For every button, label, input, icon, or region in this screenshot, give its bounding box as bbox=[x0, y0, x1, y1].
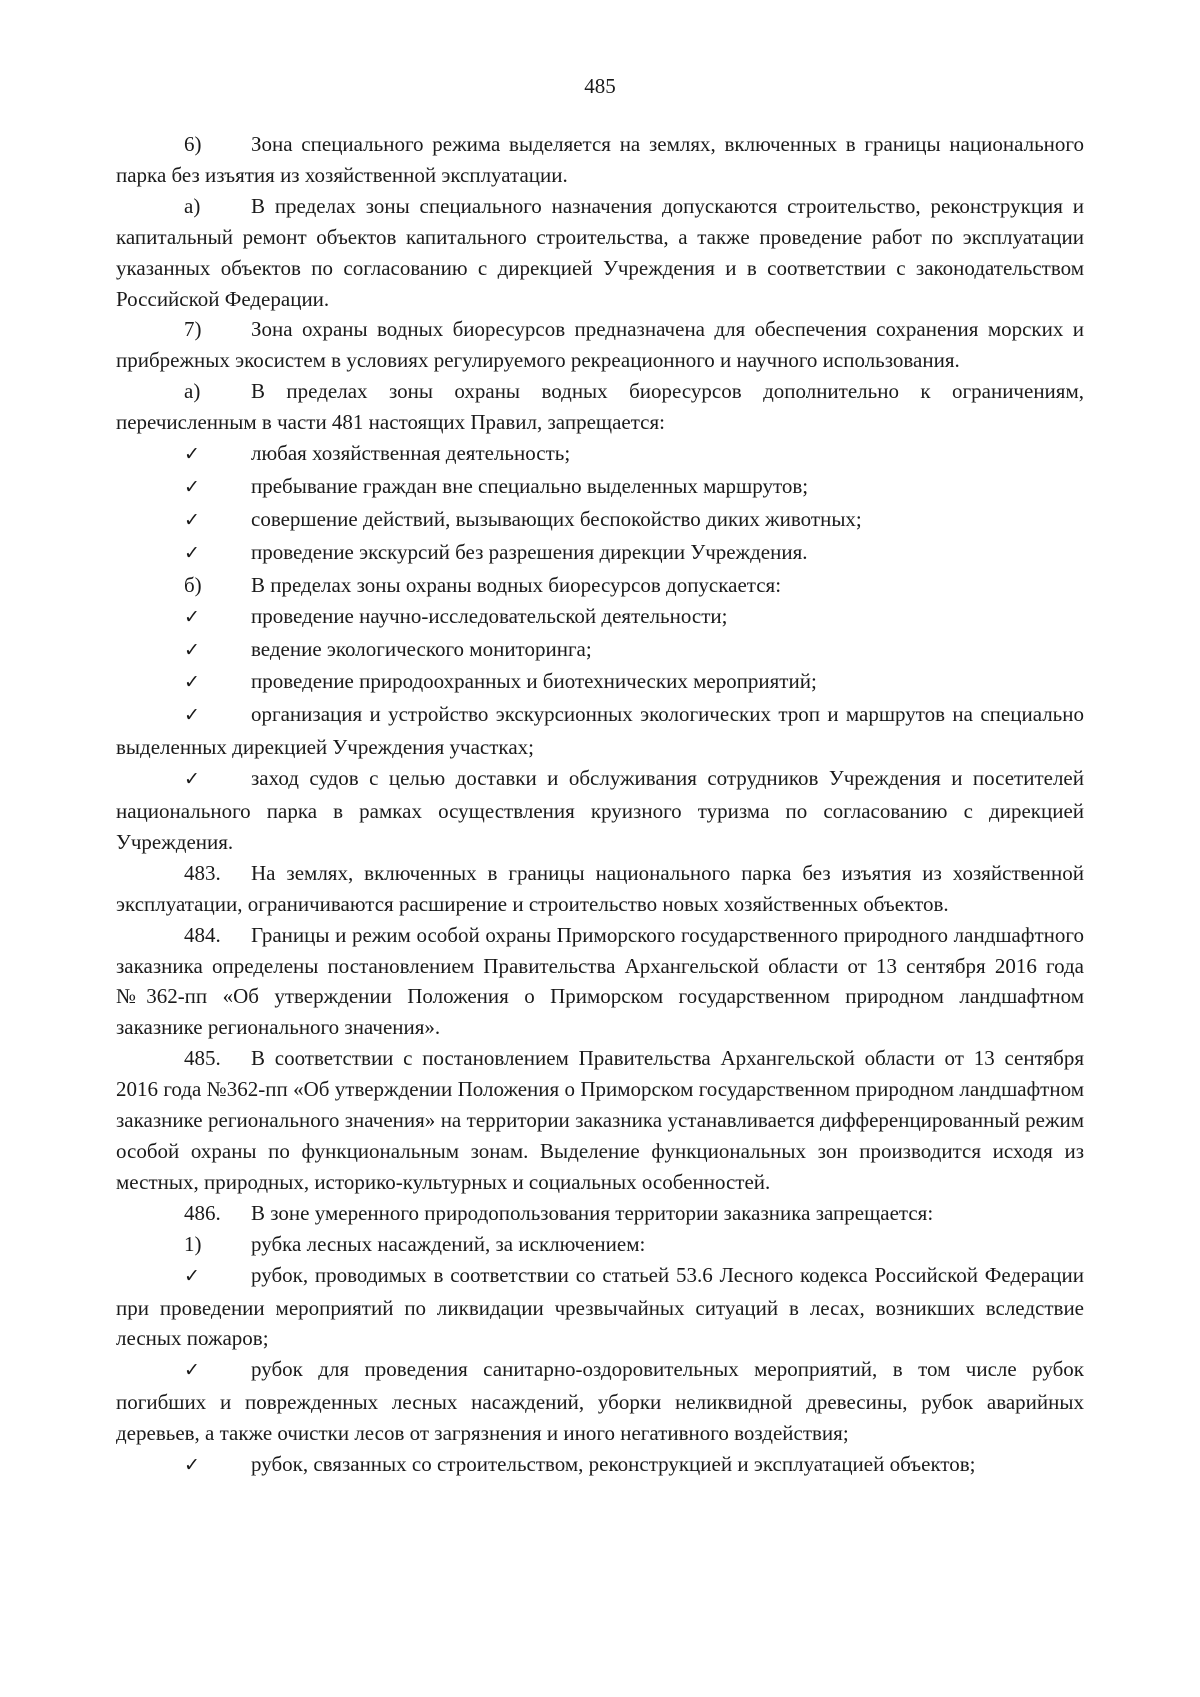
numbered-paragraph bbox=[116, 858, 1084, 920]
numbered-paragraph bbox=[116, 1043, 1084, 1198]
numbered-paragraph bbox=[116, 920, 1084, 1044]
checkmark-icon: ✓ bbox=[184, 606, 200, 628]
checklist-item bbox=[116, 1354, 1084, 1449]
checklist-item bbox=[116, 537, 1084, 570]
paragraph-text: рубка лесных насаждений, за исключением: bbox=[251, 1231, 646, 1256]
paragraph-marker: 7) bbox=[184, 317, 202, 342]
paragraph-text: совершение действий, вызывающих беспокойство диких животных; bbox=[251, 506, 862, 531]
paragraph-text: В зоне умеренного природопользования территории заказника запрещается: bbox=[251, 1200, 934, 1225]
paragraph-marker: б) bbox=[184, 572, 202, 597]
checkmark-icon: ✓ bbox=[184, 1360, 200, 1382]
paragraph-marker: 485. bbox=[184, 1046, 221, 1071]
numbered-paragraph bbox=[116, 570, 1084, 601]
paragraph-text: В пределах зоны охраны водных биоресурсов дополнительно к ограничениям, перечисленным в части 481 настоящих Правил, запрещается: bbox=[116, 379, 1084, 435]
paragraph-text: проведение экскурсий без разрешения дирекции Учреждения. bbox=[251, 539, 808, 564]
paragraph-marker: а) bbox=[184, 379, 201, 404]
paragraph-text: пребывание граждан вне специально выделенных маршрутов; bbox=[251, 473, 809, 498]
numbered-paragraph bbox=[116, 314, 1084, 376]
paragraph-text: В соответствии с постановлением Правительства Архангельской области от 13 сентября 2016 года №362-пп «Об утверждении Положения о Приморском государственном природном ландшафтном заказнике регионального значения» на территории заказника устанавливается дифференцированный режим особой охраны по функциональным зонам. Выделение функциональных зон производится исходя из местных, природных, историко-культурных и социальных особенностей. bbox=[116, 1046, 1084, 1194]
checklist-item bbox=[116, 763, 1084, 858]
checklist-item bbox=[116, 634, 1084, 667]
paragraph-text: проведение природоохранных и биотехнических мероприятий; bbox=[251, 669, 817, 694]
checkmark-icon: ✓ bbox=[184, 672, 200, 694]
paragraph-text: В пределах зоны специального назначения допускаются строительство, реконструкция и капитальный ремонт объектов капитального строительства, а также проведение работ по эксплуатации указанных объектов по согласованию с дирекцией Учреждения и в соответствии с законодательством Российской Федерации. bbox=[116, 193, 1084, 311]
checklist-item bbox=[116, 699, 1084, 763]
checkmark-icon: ✓ bbox=[184, 476, 200, 498]
checklist-item bbox=[116, 1260, 1084, 1355]
checklist-item bbox=[116, 666, 1084, 699]
numbered-paragraph bbox=[116, 376, 1084, 438]
checklist-item bbox=[116, 471, 1084, 504]
paragraph-marker: 484. bbox=[184, 922, 221, 947]
checklist-item bbox=[116, 438, 1084, 471]
paragraph-text: На землях, включенных в границы национального парка без изъятия из хозяйственной эксплуатации, ограничиваются расширение и строительство новых хозяйственных объектов. bbox=[116, 860, 1084, 916]
paragraph-marker: 1) bbox=[184, 1231, 202, 1256]
paragraph-marker: 486. bbox=[184, 1200, 221, 1225]
paragraph-marker: а) bbox=[184, 193, 201, 218]
paragraph-text: рубок, связанных со строительством, реконструкцией и эксплуатацией объектов; bbox=[251, 1452, 976, 1477]
paragraph-text: В пределах зоны охраны водных биоресурсов допускается: bbox=[251, 572, 782, 597]
checklist-item bbox=[116, 1449, 1084, 1482]
checkmark-icon: ✓ bbox=[184, 705, 200, 727]
paragraph-text: рубок, проводимых в соответствии со статьей 53.6 Лесного кодекса Российской Федерации при проведении мероприятий по ликвидации чрезвычайных ситуаций в лесах, возникших вследствие лесных пожаров; bbox=[116, 1262, 1084, 1351]
paragraph-marker: 6) bbox=[184, 132, 202, 156]
checkmark-icon: ✓ bbox=[184, 444, 200, 466]
document-body bbox=[116, 129, 1084, 1482]
checkmark-icon: ✓ bbox=[184, 1265, 200, 1287]
checkmark-icon: ✓ bbox=[184, 542, 200, 564]
paragraph-text: организация и устройство экскурсионных экологических троп и маршрутов на специально выделенных дирекцией Учреждения участках; bbox=[116, 702, 1084, 760]
paragraph-text: Зона специального режима выделяется на землях, включенных в границы национального парка без изъятия из хозяйственной эксплуатации. bbox=[116, 132, 1084, 187]
page-number: 485 bbox=[584, 74, 616, 98]
checkmark-icon: ✓ bbox=[184, 509, 200, 531]
checklist-item bbox=[116, 504, 1084, 537]
numbered-paragraph bbox=[116, 191, 1084, 315]
checkmark-icon: ✓ bbox=[184, 639, 200, 661]
paragraph-text: проведение научно-исследовательской деятельности; bbox=[251, 603, 728, 628]
paragraph-text: любая хозяйственная деятельность; bbox=[251, 441, 571, 466]
checkmark-icon: ✓ bbox=[184, 1455, 200, 1477]
checkmark-icon: ✓ bbox=[184, 769, 200, 791]
paragraph-text: рубок для проведения санитарно-оздоровительных мероприятий, в том числе рубок погибших и поврежденных лесных насаждений, уборки неликвидной древесины, рубок аварийных деревьев, а также очистки лесов от загрязнения и иного негативного воздействия; bbox=[116, 1357, 1084, 1446]
numbered-paragraph bbox=[116, 1229, 1084, 1260]
paragraph-text: ведение экологического мониторинга; bbox=[251, 636, 592, 661]
paragraph-text: заход судов с целью доставки и обслуживания сотрудников Учреждения и посетителей национального парка в рамках осуществления круизного туризма по согласованию с дирекцией Учреждения. bbox=[116, 766, 1084, 854]
numbered-paragraph bbox=[116, 1198, 1084, 1229]
paragraph-text: Зона охраны водных биоресурсов предназначена для обеспечения сохранения морских и прибрежных экосистем в условиях регулируемого рекреационного и научного использования. bbox=[116, 317, 1084, 373]
numbered-paragraph bbox=[116, 129, 1084, 191]
checklist-item bbox=[116, 601, 1084, 634]
paragraph-marker: 483. bbox=[184, 860, 221, 885]
paragraph-text: Границы и режим особой охраны Приморского государственного природного ландшафтного заказника определены постановлением Правительства Архангельской области от 13 сентября 2016 года №362-пп «Об утверждении Положения о Приморском государственном природном ландшафтном заказнике регионального значения». bbox=[116, 922, 1084, 1040]
